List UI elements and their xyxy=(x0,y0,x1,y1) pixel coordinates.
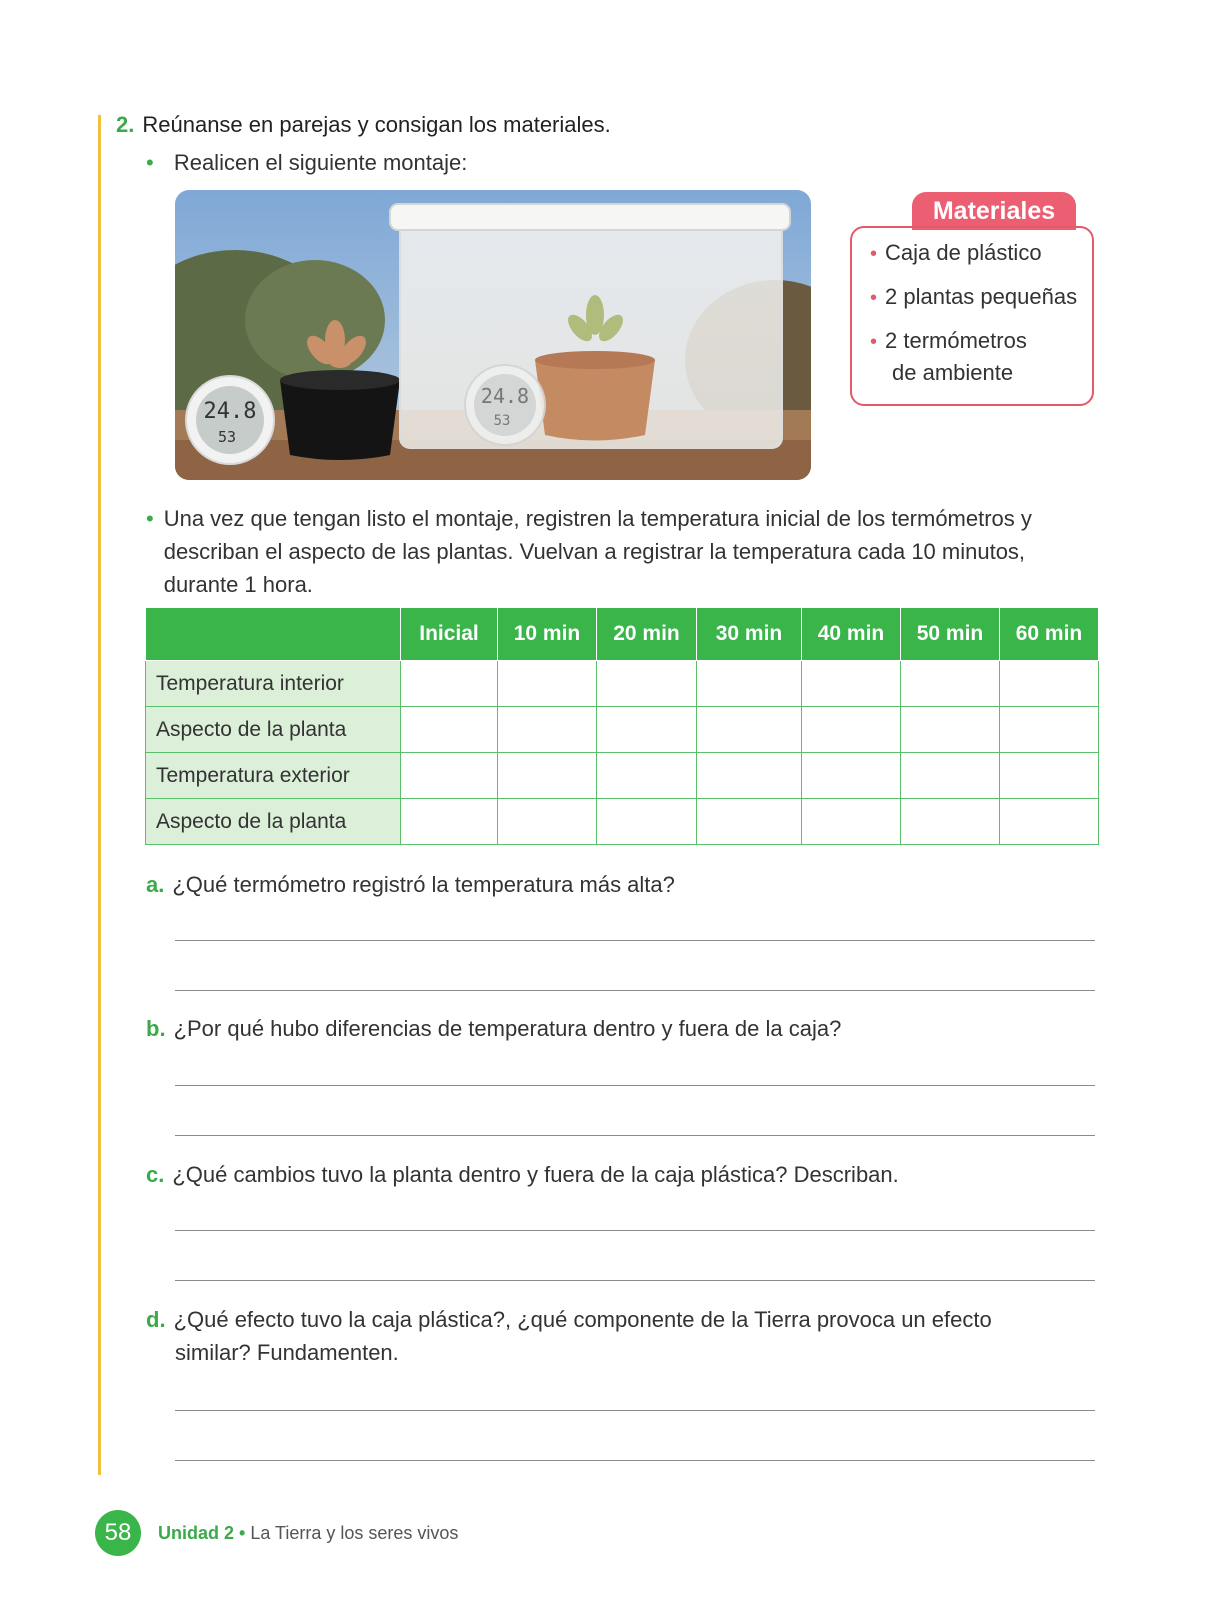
table-cell[interactable] xyxy=(498,707,597,753)
row-label: Temperatura exterior xyxy=(146,753,401,799)
material-item-text: 2 termómetros xyxy=(885,328,1027,353)
table-cell[interactable] xyxy=(697,707,802,753)
answer-line[interactable] xyxy=(175,1135,1095,1136)
table-cell[interactable] xyxy=(597,707,697,753)
thermo-right-hum: 53 xyxy=(493,413,511,429)
answer-line[interactable] xyxy=(175,1280,1095,1281)
table-cell[interactable] xyxy=(401,707,498,753)
material-item xyxy=(870,284,1077,310)
setup-photo-illustration xyxy=(175,190,811,480)
table-cell[interactable] xyxy=(597,753,697,799)
table-header-empty xyxy=(146,608,401,661)
question-letter: b. xyxy=(146,1016,166,1041)
table-cell[interactable] xyxy=(498,799,597,845)
margin-rule xyxy=(98,115,101,1475)
thermo-left-hum: 53 xyxy=(217,428,237,446)
question-text: ¿Qué efecto tuvo la caja plástica?, ¿qué componente de la Tierra provoca un efecto xyxy=(173,1307,992,1332)
answer-line[interactable] xyxy=(175,1410,1095,1411)
table-header-cell: 20 min xyxy=(597,608,697,661)
table-cell[interactable] xyxy=(697,753,802,799)
question-b xyxy=(146,1016,841,1042)
question-d xyxy=(146,1307,992,1333)
row-label: Aspecto de la planta xyxy=(146,707,401,753)
instructions-text: Una vez que tengan listo el montaje, registren la temperatura inicial de los termómetros y describan el aspecto de las plantas. Vuelvan a registrar la temperatura cada 10 minutos, durante 1 hora. xyxy=(163,506,1032,597)
table-cell[interactable] xyxy=(901,707,1000,753)
materials-title: Materiales xyxy=(912,192,1076,230)
table-header-cell: 30 min xyxy=(697,608,802,661)
table-cell[interactable] xyxy=(802,799,901,845)
unit-title: La Tierra y los seres vivos xyxy=(250,1523,459,1543)
materials-box xyxy=(850,226,1094,406)
table-header-cell: Inicial xyxy=(401,608,498,661)
table-header-row xyxy=(146,608,1099,661)
unit-label: Unidad 2 xyxy=(158,1523,235,1543)
footer-separator: • xyxy=(234,1523,251,1543)
table-header-cell: 40 min xyxy=(802,608,901,661)
table-row xyxy=(146,661,1099,707)
question-text: ¿Por qué hubo diferencias de temperatura dentro y fuera de la caja? xyxy=(173,1016,842,1041)
table-row xyxy=(146,799,1099,845)
bullet-dot: • xyxy=(870,243,878,265)
table-cell[interactable] xyxy=(1000,753,1099,799)
bullet-dot: • xyxy=(146,150,154,175)
material-item xyxy=(870,240,1042,266)
table-cell[interactable] xyxy=(597,799,697,845)
question-letter: c. xyxy=(146,1162,165,1187)
table-cell[interactable] xyxy=(697,799,802,845)
bullet-setup xyxy=(146,150,467,176)
observation-table xyxy=(145,607,1099,845)
answer-line[interactable] xyxy=(175,1460,1095,1461)
table-cell[interactable] xyxy=(802,753,901,799)
table-cell[interactable] xyxy=(697,661,802,707)
material-item-text: Caja de plástico xyxy=(885,240,1042,265)
table-cell[interactable] xyxy=(1000,707,1099,753)
row-label: Aspecto de la planta xyxy=(146,799,401,845)
bullet-setup-text: Realicen el siguiente montaje: xyxy=(173,150,468,175)
table-cell[interactable] xyxy=(401,799,498,845)
answer-line[interactable] xyxy=(175,1230,1095,1231)
page-number: 58 xyxy=(95,1510,141,1556)
table-cell[interactable] xyxy=(901,661,1000,707)
table-header-cell: 50 min xyxy=(901,608,1000,661)
bullet-instructions xyxy=(146,502,1076,601)
table-row xyxy=(146,707,1099,753)
material-item xyxy=(870,328,1027,354)
bullet-dot: • xyxy=(870,331,878,353)
question-text: ¿Qué termómetro registró la temperatura más alta? xyxy=(172,872,675,897)
bullet-dot: • xyxy=(870,287,878,309)
exercise-heading xyxy=(116,112,611,138)
table-header-cell: 10 min xyxy=(498,608,597,661)
table-cell[interactable] xyxy=(401,661,498,707)
question-a xyxy=(146,872,675,898)
row-label: Temperatura interior xyxy=(146,661,401,707)
bullet-dot: • xyxy=(146,506,154,531)
table-cell[interactable] xyxy=(597,661,697,707)
material-item-text: 2 plantas pequeñas xyxy=(885,284,1078,309)
answer-line[interactable] xyxy=(175,940,1095,941)
exercise-heading-text: Reúnanse en parejas y consigan los materiales. xyxy=(142,112,611,137)
question-letter: a. xyxy=(146,872,165,897)
table-row xyxy=(146,753,1099,799)
answer-line[interactable] xyxy=(175,990,1095,991)
thermo-right-temp: 24.8 xyxy=(480,384,530,408)
table-cell[interactable] xyxy=(498,753,597,799)
table-cell[interactable] xyxy=(802,707,901,753)
table-header-cell: 60 min xyxy=(1000,608,1099,661)
table-cell[interactable] xyxy=(802,661,901,707)
exercise-number: 2. xyxy=(116,112,135,137)
table-cell[interactable] xyxy=(1000,799,1099,845)
table-cell[interactable] xyxy=(401,753,498,799)
footer-unit xyxy=(158,1523,458,1544)
question-text: ¿Qué cambios tuvo la planta dentro y fuera de la caja plástica? Describan. xyxy=(172,1162,899,1187)
material-item-continuation: de ambiente xyxy=(892,360,1014,385)
table-cell[interactable] xyxy=(1000,661,1099,707)
setup-photo xyxy=(175,190,811,480)
question-letter: d. xyxy=(146,1307,166,1332)
table-cell[interactable] xyxy=(901,799,1000,845)
question-c xyxy=(146,1162,899,1188)
question-d-continuation: similar? Fundamenten. xyxy=(175,1340,399,1365)
answer-line[interactable] xyxy=(175,1085,1095,1086)
table-cell[interactable] xyxy=(901,753,1000,799)
table-cell[interactable] xyxy=(498,661,597,707)
thermo-left-temp: 24.8 xyxy=(203,399,257,424)
